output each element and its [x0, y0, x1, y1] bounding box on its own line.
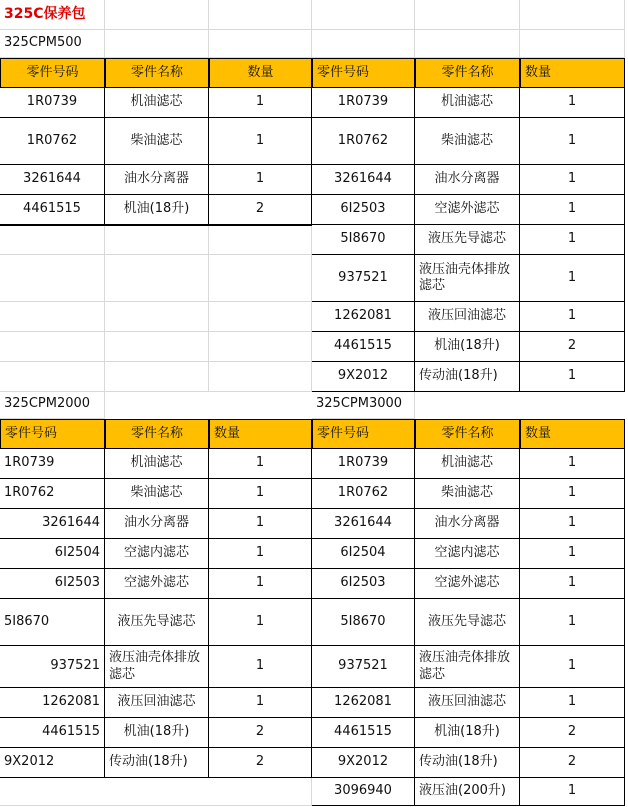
- header-name[interactable]: 零件名称: [105, 419, 209, 449]
- table-cell[interactable]: 1: [520, 362, 625, 392]
- empty-cell[interactable]: [209, 332, 312, 362]
- header-part-no[interactable]: 零件号码: [312, 419, 415, 449]
- table-cell[interactable]: 1: [209, 599, 312, 646]
- table-cell[interactable]: 4461515: [312, 718, 415, 748]
- header-qty[interactable]: 数量: [209, 58, 312, 88]
- table-cell[interactable]: 4461515: [0, 718, 105, 748]
- table-cell[interactable]: 液压先导滤芯: [415, 225, 520, 255]
- empty-cell[interactable]: [0, 225, 105, 255]
- table-cell[interactable]: 9X2012: [312, 362, 415, 392]
- header-qty[interactable]: 数量: [520, 58, 625, 88]
- table-cell[interactable]: 1: [209, 539, 312, 569]
- empty-cell[interactable]: [0, 302, 105, 332]
- table-cell[interactable]: 液压先导滤芯: [415, 599, 520, 646]
- empty-cell[interactable]: [0, 362, 105, 392]
- table-cell[interactable]: 液压油(200升): [415, 778, 520, 806]
- table-cell[interactable]: 3261644: [0, 509, 105, 539]
- table-cell[interactable]: 空滤内滤芯: [105, 539, 209, 569]
- header-part-no[interactable]: 零件号码: [312, 58, 415, 88]
- table-cell[interactable]: 机油(18升): [415, 718, 520, 748]
- empty-cell[interactable]: [0, 778, 312, 806]
- empty-cell[interactable]: [0, 332, 105, 362]
- table-cell[interactable]: 1262081: [0, 688, 105, 718]
- table-cell[interactable]: 1: [520, 479, 625, 509]
- table-cell[interactable]: 机油滤芯: [415, 88, 520, 118]
- table-cell[interactable]: 柴油滤芯: [105, 479, 209, 509]
- table-cell[interactable]: 937521: [312, 255, 415, 302]
- table-cell[interactable]: 1R0739: [0, 88, 105, 118]
- table-cell[interactable]: 1: [209, 88, 312, 118]
- table-cell[interactable]: 1: [520, 165, 625, 195]
- empty-cell[interactable]: [0, 255, 105, 302]
- table-cell[interactable]: 传动油(18升): [415, 362, 520, 392]
- table-cell[interactable]: 机油(18升): [105, 718, 209, 748]
- table-cell[interactable]: 1: [520, 646, 625, 688]
- table-cell[interactable]: 柴油滤芯: [415, 479, 520, 509]
- table-cell[interactable]: 1R0739: [0, 449, 105, 479]
- table-cell[interactable]: 3096940: [312, 778, 415, 806]
- table-cell[interactable]: 液压油壳体排放滤芯: [105, 646, 209, 688]
- table-cell[interactable]: 空滤外滤芯: [105, 569, 209, 599]
- table-cell[interactable]: 1: [520, 302, 625, 332]
- table-cell[interactable]: 柴油滤芯: [105, 118, 209, 165]
- table-cell[interactable]: 1: [520, 449, 625, 479]
- table-cell[interactable]: 9X2012: [0, 748, 105, 778]
- table-cell[interactable]: 液压油壳体排放滤芯: [415, 646, 520, 688]
- empty-cell[interactable]: [312, 0, 415, 30]
- table-cell[interactable]: 1: [520, 195, 625, 225]
- empty-cell[interactable]: [520, 30, 625, 58]
- table-cell[interactable]: 1: [520, 118, 625, 165]
- table-cell[interactable]: 1R0762: [312, 118, 415, 165]
- table-cell[interactable]: 1: [209, 646, 312, 688]
- table-cell[interactable]: 6I2503: [312, 569, 415, 599]
- table-cell[interactable]: 2: [520, 332, 625, 362]
- table-cell[interactable]: 5I8670: [0, 599, 105, 646]
- table-cell[interactable]: 1: [209, 569, 312, 599]
- empty-cell[interactable]: [415, 30, 520, 58]
- header-part-no[interactable]: 零件号码: [0, 58, 105, 88]
- table-cell[interactable]: 1: [209, 688, 312, 718]
- table-cell[interactable]: 2: [209, 748, 312, 778]
- table-cell[interactable]: 3261644: [312, 509, 415, 539]
- header-name[interactable]: 零件名称: [105, 58, 209, 88]
- empty-cell[interactable]: [105, 30, 209, 58]
- table-cell[interactable]: 3261644: [0, 165, 105, 195]
- empty-cell[interactable]: [105, 362, 209, 392]
- table-cell[interactable]: 1: [209, 118, 312, 165]
- table-cell[interactable]: 937521: [0, 646, 105, 688]
- table-cell[interactable]: 空滤外滤芯: [415, 569, 520, 599]
- table-cell[interactable]: 1: [520, 778, 625, 806]
- table-cell[interactable]: 6I2504: [312, 539, 415, 569]
- table-cell[interactable]: 机油滤芯: [415, 449, 520, 479]
- table-cell[interactable]: 1R0739: [312, 88, 415, 118]
- header-qty[interactable]: 数量: [209, 419, 312, 449]
- empty-cell[interactable]: [415, 0, 520, 30]
- table-cell[interactable]: 液压先导滤芯: [105, 599, 209, 646]
- table-cell[interactable]: 1: [209, 479, 312, 509]
- table-cell[interactable]: 2: [520, 718, 625, 748]
- table-cell[interactable]: 5I8670: [312, 225, 415, 255]
- table-cell[interactable]: 油水分离器: [105, 509, 209, 539]
- empty-cell[interactable]: [105, 302, 209, 332]
- table-cell[interactable]: 1: [520, 688, 625, 718]
- table-cell[interactable]: 6I2503: [312, 195, 415, 225]
- table-cell[interactable]: 937521: [312, 646, 415, 688]
- table-cell[interactable]: 液压油壳体排放滤芯: [415, 255, 520, 302]
- table-cell[interactable]: 液压回油滤芯: [415, 302, 520, 332]
- table-cell[interactable]: 液压回油滤芯: [415, 688, 520, 718]
- table-cell[interactable]: 1262081: [312, 688, 415, 718]
- table-cell[interactable]: 1: [520, 88, 625, 118]
- empty-cell[interactable]: [209, 0, 312, 30]
- empty-cell[interactable]: [105, 255, 209, 302]
- table-cell[interactable]: 液压回油滤芯: [105, 688, 209, 718]
- header-part-no[interactable]: 零件号码: [0, 419, 105, 449]
- table-cell[interactable]: 空滤外滤芯: [415, 195, 520, 225]
- section-label[interactable]: 325CPM3000: [312, 391, 415, 419]
- table-cell[interactable]: 油水分离器: [415, 509, 520, 539]
- table-cell[interactable]: 2: [520, 748, 625, 778]
- table-cell[interactable]: 1: [520, 599, 625, 646]
- table-cell[interactable]: 9X2012: [312, 748, 415, 778]
- table-cell[interactable]: 1: [520, 255, 625, 302]
- table-cell[interactable]: 1: [209, 509, 312, 539]
- empty-cell[interactable]: [105, 0, 209, 30]
- table-cell[interactable]: 机油滤芯: [105, 88, 209, 118]
- section-label[interactable]: 325CPM2000: [0, 391, 105, 419]
- table-cell[interactable]: 1R0762: [0, 118, 105, 165]
- table-cell[interactable]: 机油(18升): [105, 195, 209, 225]
- table-cell[interactable]: 1262081: [312, 302, 415, 332]
- table-cell[interactable]: 6I2503: [0, 569, 105, 599]
- table-cell[interactable]: 1R0762: [0, 479, 105, 509]
- table-cell[interactable]: 3261644: [312, 165, 415, 195]
- empty-cell[interactable]: [209, 362, 312, 392]
- table-cell[interactable]: 油水分离器: [105, 165, 209, 195]
- table-cell[interactable]: 机油(18升): [415, 332, 520, 362]
- table-cell[interactable]: 1: [520, 509, 625, 539]
- empty-cell[interactable]: [520, 0, 625, 30]
- header-qty[interactable]: 数量: [520, 419, 625, 449]
- section-label[interactable]: 325CPM500: [0, 30, 105, 58]
- table-cell[interactable]: 空滤内滤芯: [415, 539, 520, 569]
- empty-cell[interactable]: [209, 225, 312, 255]
- empty-cell[interactable]: [209, 255, 312, 302]
- table-cell[interactable]: 2: [209, 718, 312, 748]
- table-cell[interactable]: 4461515: [0, 195, 105, 225]
- empty-cell[interactable]: [209, 302, 312, 332]
- table-cell[interactable]: 1R0762: [312, 479, 415, 509]
- table-cell[interactable]: 1: [520, 569, 625, 599]
- empty-cell[interactable]: [105, 332, 209, 362]
- table-cell[interactable]: 5I8670: [312, 599, 415, 646]
- table-cell[interactable]: 6I2504: [0, 539, 105, 569]
- empty-cell[interactable]: [105, 225, 209, 255]
- table-cell[interactable]: 油水分离器: [415, 165, 520, 195]
- sheet-title[interactable]: 325C保养包: [0, 0, 105, 30]
- table-cell[interactable]: 1: [209, 449, 312, 479]
- table-cell[interactable]: 机油滤芯: [105, 449, 209, 479]
- table-cell[interactable]: 传动油(18升): [105, 748, 209, 778]
- table-cell[interactable]: 柴油滤芯: [415, 118, 520, 165]
- table-cell[interactable]: 1R0739: [312, 449, 415, 479]
- table-cell[interactable]: 1: [520, 225, 625, 255]
- header-name[interactable]: 零件名称: [415, 419, 520, 449]
- table-cell[interactable]: 4461515: [312, 332, 415, 362]
- table-cell[interactable]: 2: [209, 195, 312, 225]
- header-name[interactable]: 零件名称: [415, 58, 520, 88]
- table-cell[interactable]: 1: [520, 539, 625, 569]
- table-border: [0, 224, 312, 226]
- empty-cell[interactable]: [209, 30, 312, 58]
- table-cell[interactable]: 1: [209, 165, 312, 195]
- empty-cell[interactable]: [312, 30, 415, 58]
- table-cell[interactable]: 传动油(18升): [415, 748, 520, 778]
